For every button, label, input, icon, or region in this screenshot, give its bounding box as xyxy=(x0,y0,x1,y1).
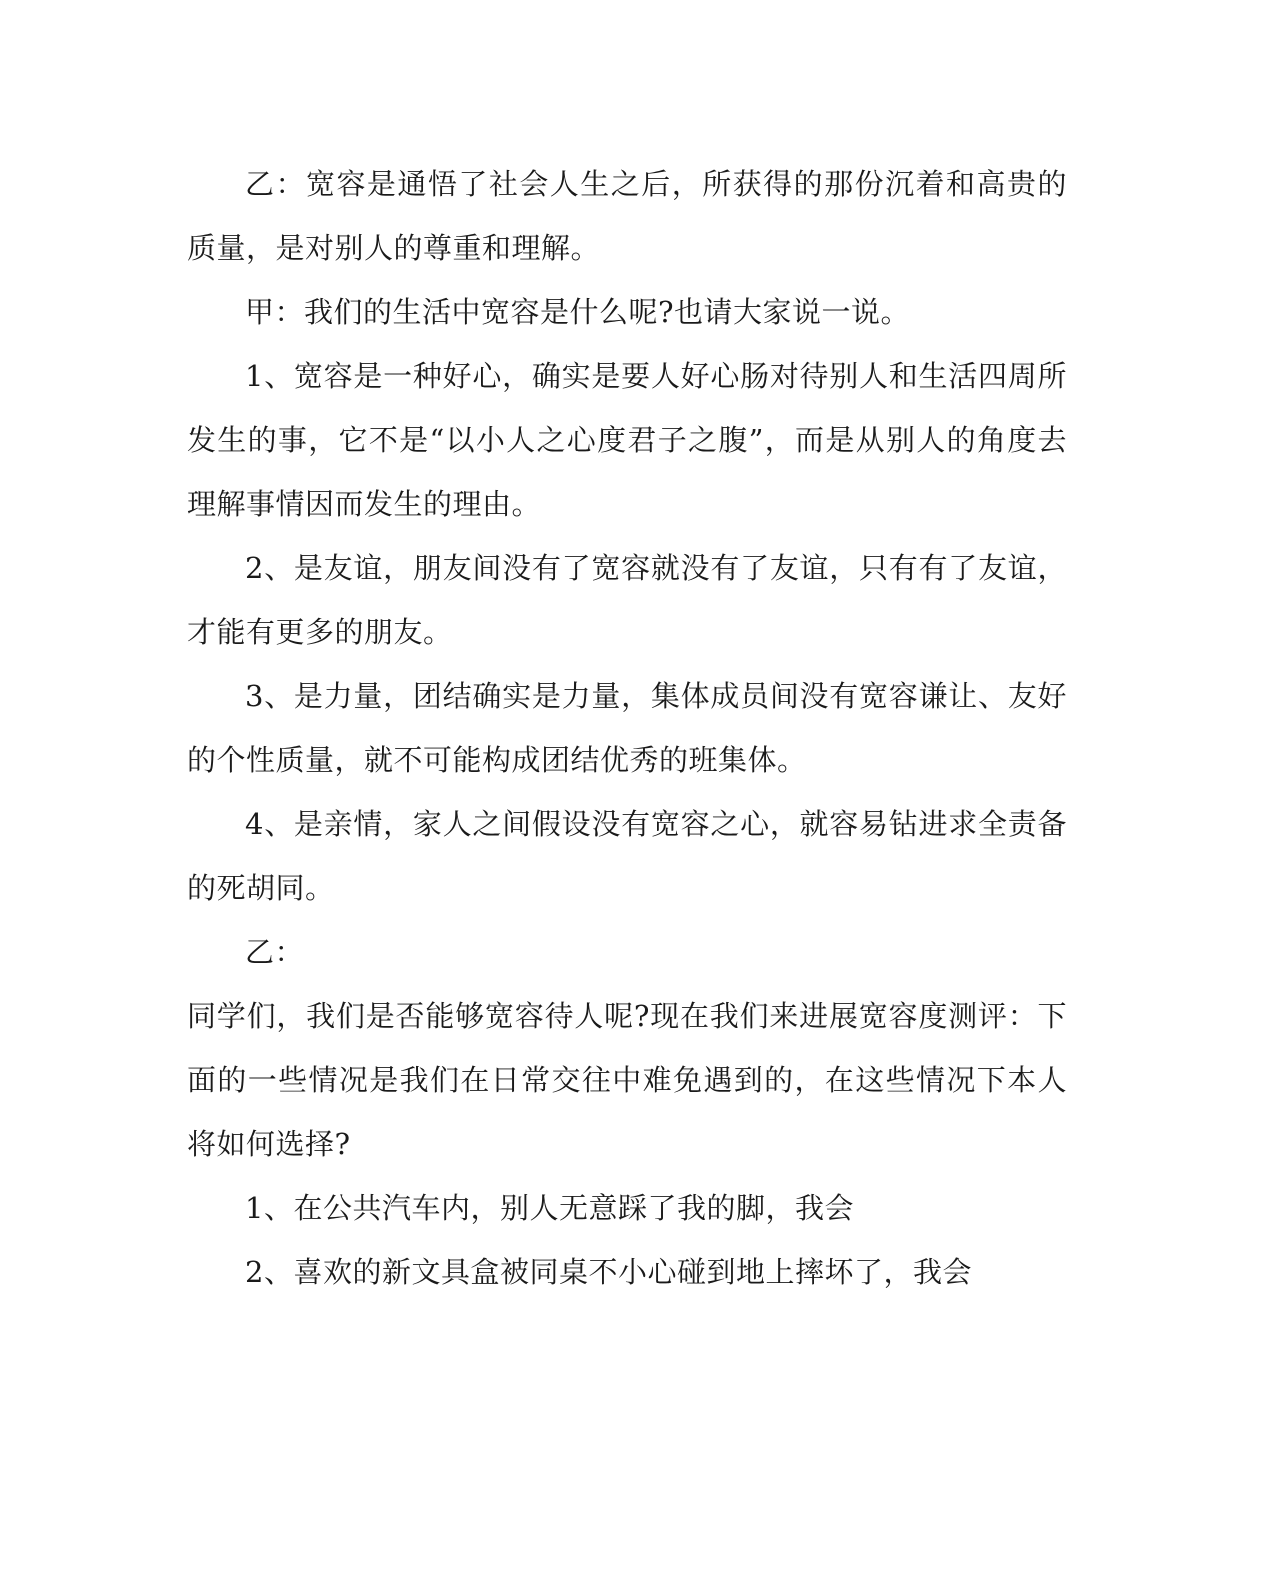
paragraph-8: 同学们，我们是否能够宽容待人呢?现在我们来进展宽容度测评：下面的一些情况是我们在日常交往中难免遇到的，在这些情况下本人将如何选择? xyxy=(187,999,1067,1161)
paragraph-4: 2、是友谊，朋友间没有了宽容就没有了友谊，只有有了友谊，才能有更多的朋友。 xyxy=(187,551,1067,649)
paragraph-2: 甲：我们的生活中宽容是什么呢?也请大家说一说。 xyxy=(245,295,911,329)
paragraph-10: 2、喜欢的新文具盒被同桌不小心碰到地上摔坏了，我会 xyxy=(245,1255,972,1289)
paragraph-3: 1、宽容是一种好心，确实是要人好心肠对待别人和生活四周所发生的事，它不是“以小人之心度君子之腹”，而是从别人的角度去理解事情因而发生的理由。 xyxy=(187,359,1067,521)
paragraph-9: 1、在公共汽车内，别人无意踩了我的脚，我会 xyxy=(245,1191,854,1225)
paragraph-6: 4、是亲情，家人之间假设没有宽容之心，就容易钻进求全责备的死胡同。 xyxy=(187,807,1067,905)
paragraph-7: 乙： xyxy=(245,935,305,969)
document-body xyxy=(187,152,1067,1304)
paragraph-5: 3、是力量，团结确实是力量，集体成员间没有宽容谦让、友好的个性质量，就不可能构成团结优秀的班集体。 xyxy=(187,679,1067,777)
paragraph-1: 乙：宽容是通悟了社会人生之后，所获得的那份沉着和高贵的质量，是对别人的尊重和理解。 xyxy=(187,167,1067,265)
